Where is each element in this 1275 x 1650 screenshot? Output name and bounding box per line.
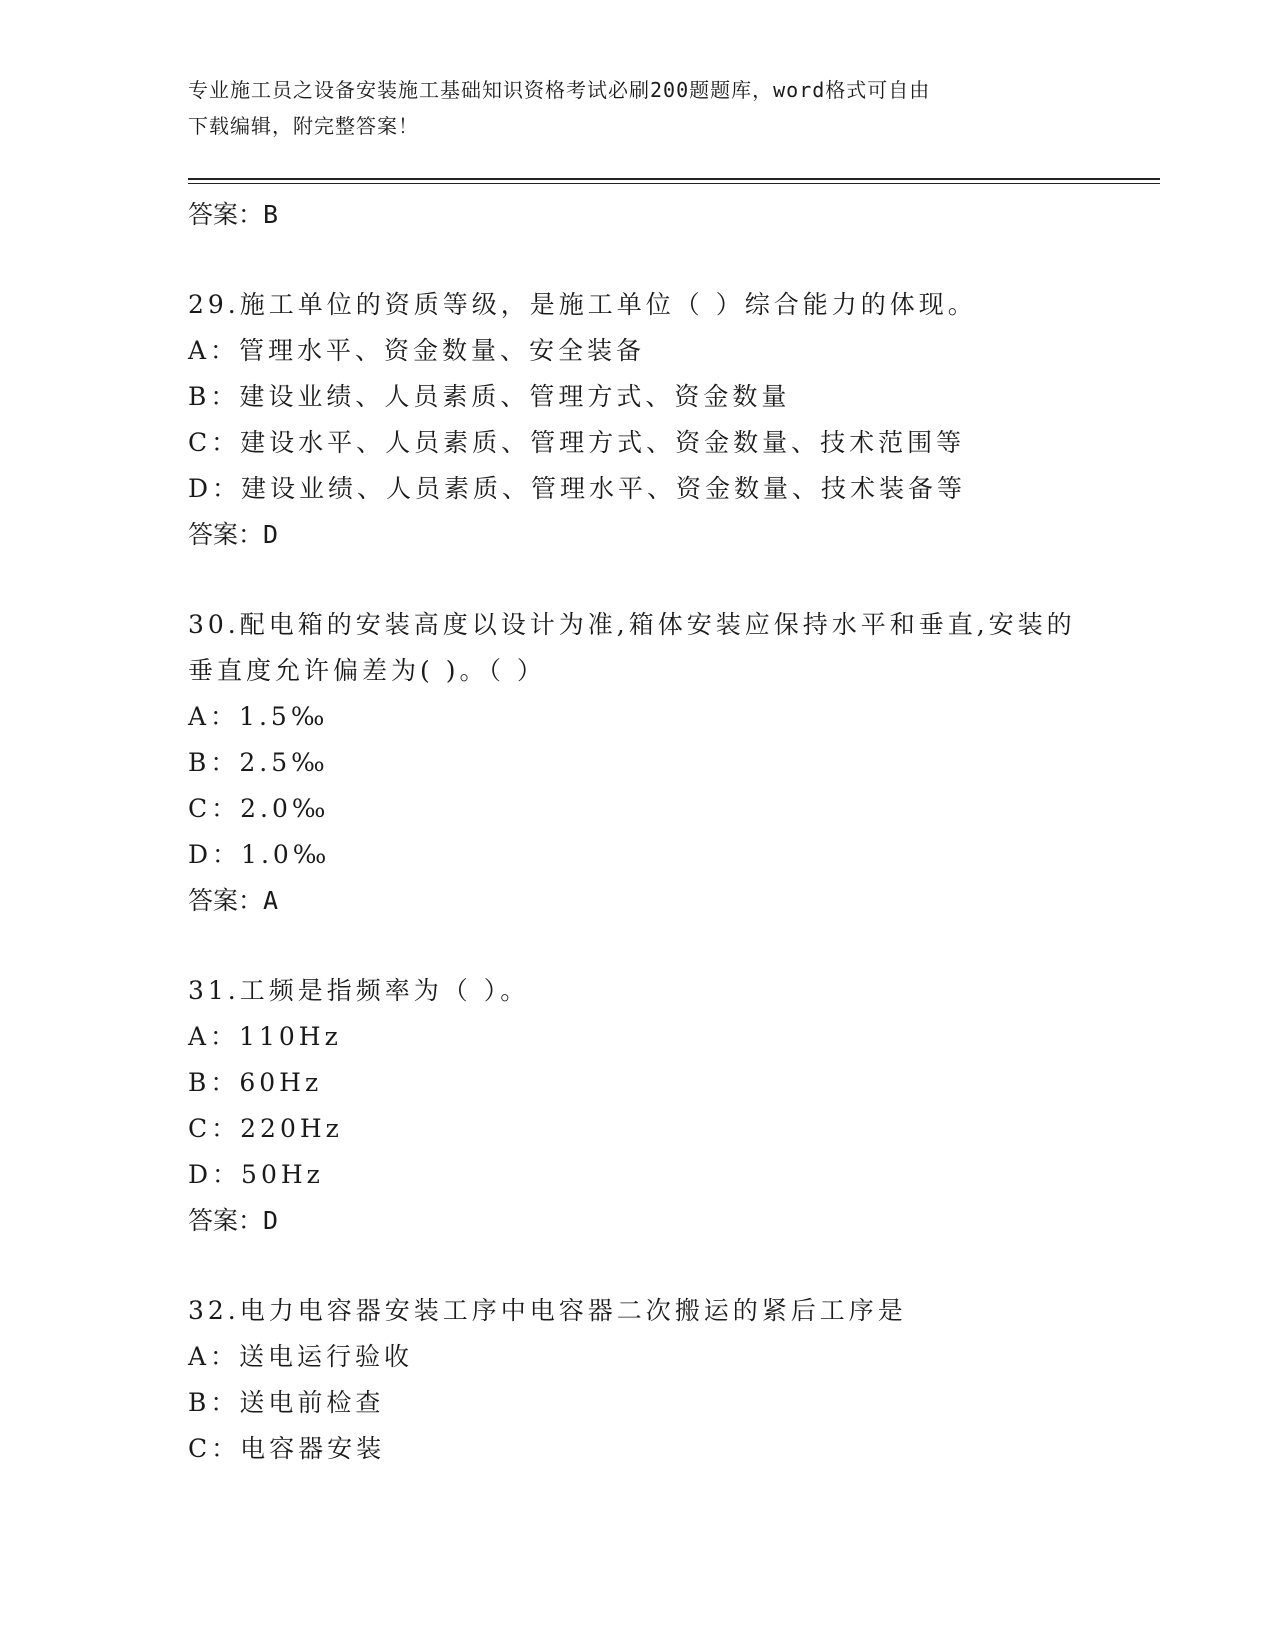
- option-a: A：1.5‰: [188, 702, 329, 731]
- option-b: B：60Hz: [188, 1068, 323, 1097]
- option-c: C：2.0‰: [188, 794, 330, 823]
- option-a: A：110Hz: [188, 1022, 342, 1051]
- question-stem-continued: 垂直度允许偏差为( )。（ ）: [188, 656, 546, 685]
- question-stem: 32.电力电容器安装工序中电容器二次搬运的紧后工序是: [188, 1296, 907, 1325]
- option-c: C：电容器安装: [188, 1434, 386, 1463]
- question-stem: 31.工频是指频率为（ ）。: [188, 976, 530, 1005]
- option-c: C：建设水平、人员素质、管理方式、资金数量、技术范围等: [188, 428, 966, 457]
- question-32: [188, 1288, 1148, 1472]
- question-30: [188, 602, 1148, 924]
- answer-line: 答案：A: [188, 886, 279, 915]
- option-d: D：1.0‰: [188, 840, 331, 869]
- option-a: A：管理水平、资金数量、安全装备: [188, 336, 646, 365]
- header-divider-thin: [188, 183, 1160, 184]
- question-list: [188, 192, 1148, 1472]
- answer-line: 答案：B: [188, 200, 279, 229]
- question-29: [188, 282, 1148, 558]
- option-a: A：送电运行验收: [188, 1342, 414, 1371]
- question-stem: 30.配电箱的安装高度以设计为准,箱体安装应保持水平和垂直,安装的: [188, 610, 1076, 639]
- option-b: B：送电前检查: [188, 1388, 385, 1417]
- option-d: D：建设业绩、人员素质、管理水平、资金数量、技术装备等: [188, 474, 967, 503]
- header-line-2: 下载编辑，附完整答案！: [188, 114, 419, 138]
- option-c: C：220Hz: [188, 1114, 343, 1143]
- question-31: [188, 968, 1148, 1244]
- option-b: B：2.5‰: [188, 748, 329, 777]
- document-header: [188, 72, 1088, 144]
- answer-line: 答案：D: [188, 1206, 279, 1235]
- option-d: D：50Hz: [188, 1160, 324, 1189]
- answer-line: 答案：D: [188, 520, 279, 549]
- header-line-1: 专业施工员之设备安装施工基础知识资格考试必刷200题题库，word格式可自由: [188, 78, 931, 102]
- question-stem: 29.施工单位的资质等级，是施工单位（ ）综合能力的体现。: [188, 290, 977, 319]
- header-divider: [188, 178, 1160, 180]
- option-b: B：建设业绩、人员素质、管理方式、资金数量: [188, 382, 791, 411]
